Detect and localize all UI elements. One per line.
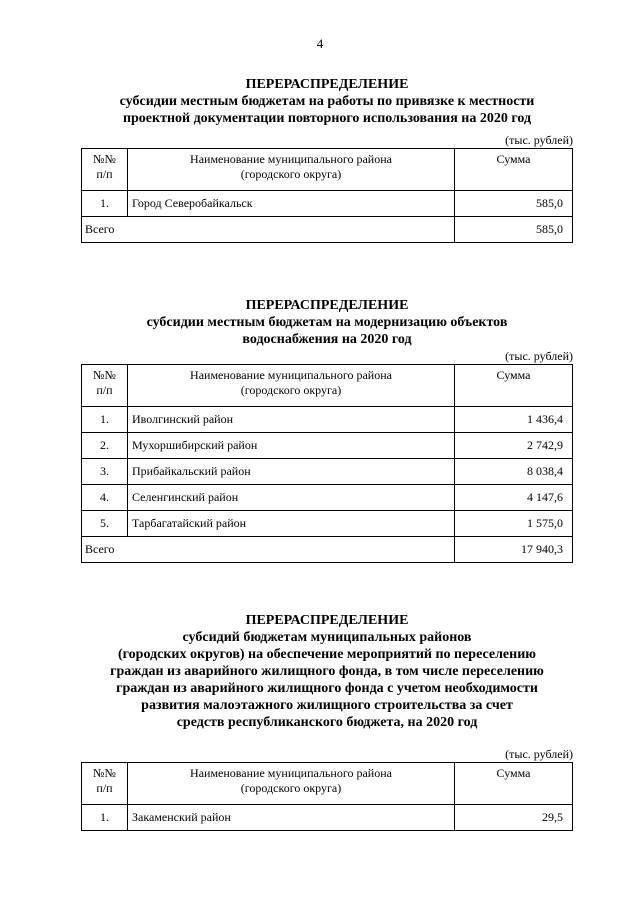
section-title (81, 76, 573, 127)
row-num: 1. (82, 407, 128, 433)
header-sum: Сумма (455, 763, 573, 805)
table-row (82, 407, 573, 433)
table-total-row (82, 217, 573, 243)
header-sum: Сумма (455, 365, 573, 407)
page-number: 4 (316, 36, 324, 51)
table-row (82, 485, 573, 511)
row-name: Иволгинский район (128, 407, 455, 433)
section-title (81, 297, 573, 348)
table-row (82, 511, 573, 537)
row-num: 1. (82, 805, 128, 831)
title-line: ПЕРЕРАСПРЕДЕЛЕНИЕ (245, 613, 409, 628)
row-name: Мухоршибирский район (128, 433, 455, 459)
units-label: (тыс. рублей) (505, 133, 573, 147)
row-sum: 8 038,4 (455, 459, 573, 485)
header-sum: Сумма (455, 149, 573, 191)
allocation-table (81, 364, 573, 563)
title-line: (городских округов) на обеспечение мероприятий по переселению (118, 647, 536, 662)
total-label: Всего (82, 217, 455, 243)
row-sum: 585,0 (455, 191, 573, 217)
section-title (81, 612, 573, 731)
section-1 (81, 76, 573, 243)
row-num: 4. (82, 485, 128, 511)
row-name: Закаменский район (128, 805, 455, 831)
table-header-row (82, 365, 573, 407)
row-num: 1. (82, 191, 128, 217)
title-line: ПЕРЕРАСПРЕДЕЛЕНИЕ (245, 77, 409, 92)
row-sum: 1 575,0 (455, 511, 573, 537)
row-name: Город Северобайкальск (128, 191, 455, 217)
total-label: Всего (82, 537, 455, 563)
table-header-row (82, 149, 573, 191)
row-name: Селенгинский район (128, 485, 455, 511)
table-row (82, 805, 573, 831)
title-line: проектной документации повторного использования на 2020 год (122, 111, 532, 126)
header-num: №№ п/п (82, 763, 128, 805)
table-row (82, 459, 573, 485)
row-name: Тарбагатайский район (128, 511, 455, 537)
row-num: 2. (82, 433, 128, 459)
row-sum: 29,5 (455, 805, 573, 831)
title-line: водоснабжения на 2020 год (242, 332, 412, 347)
units-label: (тыс. рублей) (505, 747, 573, 761)
total-sum: 585,0 (455, 217, 573, 243)
allocation-table (81, 762, 573, 831)
title-line: граждан из аварийного жилищного фонда, в том числе переселению (110, 664, 544, 679)
section-3 (81, 612, 573, 831)
row-sum: 4 147,6 (455, 485, 573, 511)
title-line: субсидий бюджетам муниципальных районов (182, 630, 472, 645)
table-header-row (82, 763, 573, 805)
header-name: Наименование муниципального района (городского округа) (128, 763, 455, 805)
units-label: (тыс. рублей) (505, 349, 573, 363)
row-num: 5. (82, 511, 128, 537)
row-sum: 2 742,9 (455, 433, 573, 459)
title-line: развития малоэтажного жилищного строительства за счет (141, 698, 513, 713)
table-row (82, 191, 573, 217)
header-num: №№ п/п (82, 365, 128, 407)
row-num: 3. (82, 459, 128, 485)
header-num: №№ п/п (82, 149, 128, 191)
total-sum: 17 940,3 (455, 537, 573, 563)
allocation-table (81, 148, 573, 243)
section-2 (81, 297, 573, 563)
title-line: средств республиканского бюджета, на 2020 год (176, 715, 478, 730)
title-line: ПЕРЕРАСПРЕДЕЛЕНИЕ (245, 298, 409, 313)
title-line: субсидии местным бюджетам на работы по привязке к местности (119, 94, 535, 109)
title-line: субсидии местным бюджетам на модернизацию объектов (146, 315, 508, 330)
row-sum: 1 436,4 (455, 407, 573, 433)
header-name: Наименование муниципального района (городского округа) (128, 365, 455, 407)
table-row (82, 433, 573, 459)
header-name: Наименование муниципального района (городского округа) (128, 149, 455, 191)
table-total-row (82, 537, 573, 563)
row-name: Прибайкальский район (128, 459, 455, 485)
title-line: граждан из аварийного жилищного фонда с учетом необходимости (116, 681, 538, 696)
